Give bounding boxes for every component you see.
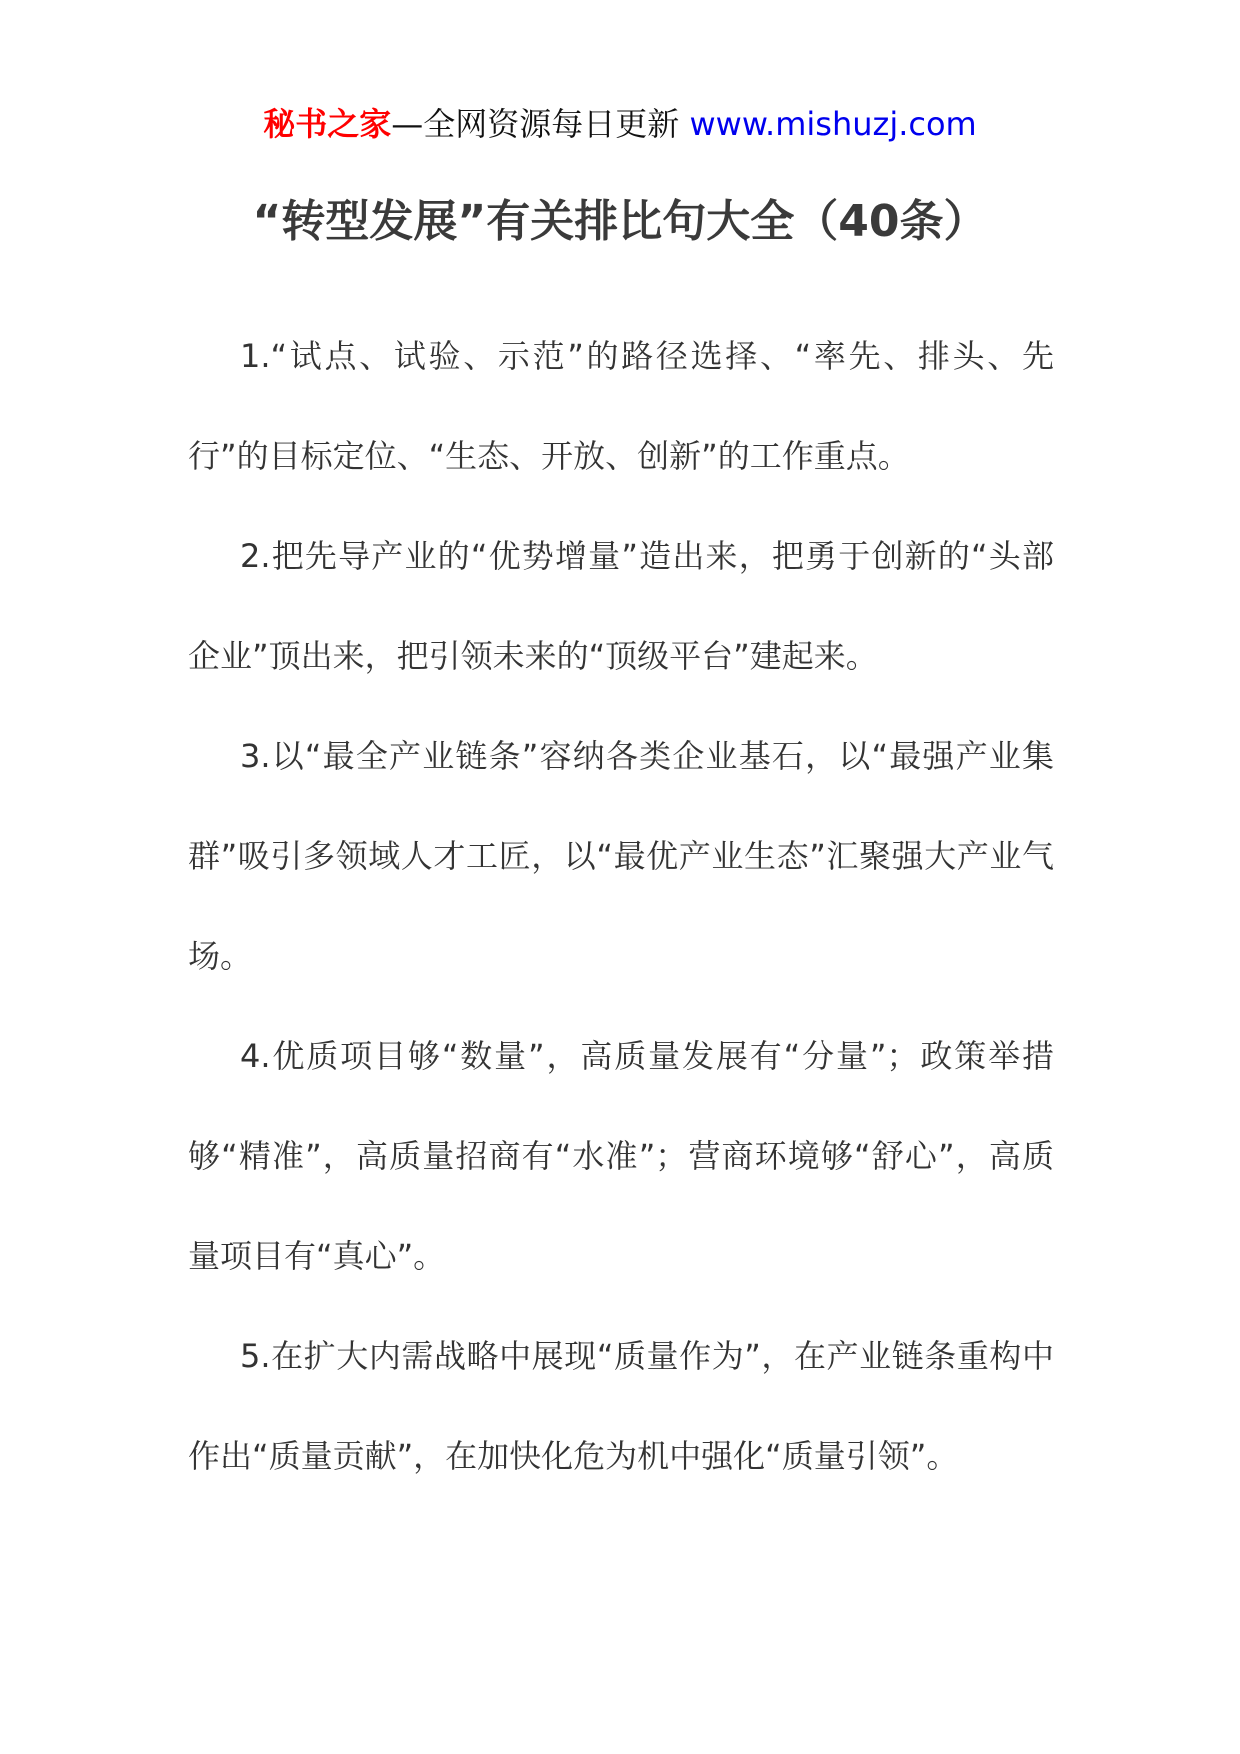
document-title: “转型发展”有关排比句大全（40条） [252,196,988,247]
paragraph-5: 5.在扩大内需战略中展现“质量作为”，在产业链条重构中作出“质量贡献”，在加快化危为机中强化“质量引领”。 [188,1337,1054,1475]
paragraph-1: 1.“试点、试验、示范”的路径选择、“率先、排头、先行”的目标定位、“生态、开放、创新”的工作重点。 [188,337,1054,475]
document-body [188,306,1054,1506]
paragraph-3: 3.以“最全产业链条”容纳各类企业基石，以“最强产业集群”吸引多领域人才工匠，以“最优产业生态”汇聚强大产业气场。 [188,737,1054,975]
site-brand: 秘书之家 [263,105,392,143]
paragraph-4: 4.优质项目够“数量”，高质量发展有“分量”；政策举措够“精准”，高质量招商有“水准”；营商环境够“舒心”，高质量项目有“真心”。 [188,1037,1054,1275]
site-header [0,100,1240,148]
site-tagline: —全网资源每日更新 [391,105,680,143]
site-url-link[interactable]: www.mishuzj.com [689,105,977,143]
paragraph-2: 2.把先导产业的“优势增量”造出来，把勇于创新的“头部企业”顶出来，把引领未来的“顶级平台”建起来。 [188,537,1054,675]
